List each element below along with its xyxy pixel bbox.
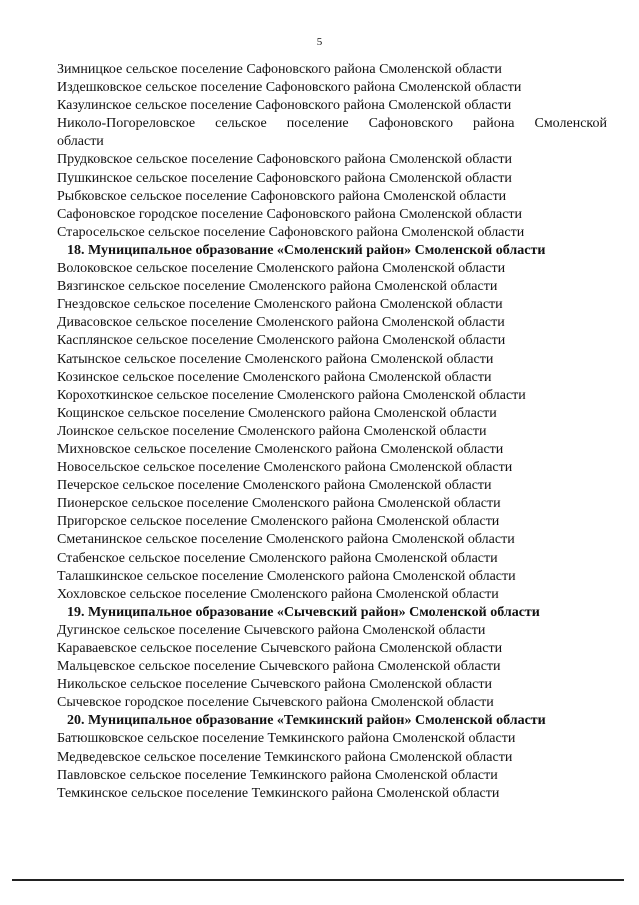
list-item: Старосельское сельское поселение Сафоновского района Смоленской области [57,224,525,240]
section-heading: 20. Муниципальное образование «Темкинский район» Смоленской области [67,713,546,729]
section-heading: 19. Муниципальное образование «Сычевский район» Смоленской области [67,604,540,620]
list-item: Прудковское сельское поселение Сафоновского района Смоленской области [57,152,513,168]
list-item: Сметанинское сельское поселение Смоленского района Смоленской области [57,532,515,548]
scan-edge-line [12,879,624,881]
list-item: Зимницкое сельское поселение Сафоновского района Смоленской области [57,62,502,77]
list-item: Талашкинское сельское поселение Смоленского района Смоленской области [57,568,516,584]
list-item: Стабенское сельское поселение Смоленского района Смоленской области [57,550,498,566]
list-item: Павловское сельское поселение Темкинского района Смоленской области [57,767,498,783]
page-number: 5 [316,36,323,48]
list-item: Катынское сельское поселение Смоленского района Смоленской области [57,351,494,367]
list-item: Казулинское сельское поселение Сафоновского района Смоленской области [57,98,512,114]
list-item-continuation: области [57,134,104,150]
list-item: Рыбковское сельское поселение Сафоновского района Смоленской области [57,188,507,204]
list-item: Вязгинское сельское поселение Смоленского района Смоленской области [57,279,498,295]
list-item: Пригорское сельское поселение Смоленского района Смоленской области [57,514,500,530]
list-item: Издешковское сельское поселение Сафоновского района Смоленской области [57,80,522,96]
list-item: Дивасовское сельское поселение Смоленского района Смоленской области [57,315,505,331]
list-item: Печерское сельское поселение Смоленского района Смоленской области [57,478,492,494]
list-item: Волоковское сельское поселение Смоленского района Смоленской области [57,261,506,277]
list-item: Батюшковское сельское поселение Темкинского района Смоленской области [57,731,516,747]
section-heading: 18. Муниципальное образование «Смоленский район» Смоленской области [67,242,546,258]
list-item: Козинское сельское поселение Смоленского района Смоленской области [57,369,492,385]
list-item: Пушкинское сельское поселение Сафоновского района Смоленской области [57,170,512,186]
list-item: Гнездовское сельское поселение Смоленского района Смоленской области [57,297,503,313]
list-item: Корохоткинское сельское поселение Смоленского района Смоленской области [57,387,526,403]
list-item: Мальцевское сельское поселение Сычевского района Смоленской области [57,659,501,675]
list-item: Лоинское сельское поселение Смоленского района Смоленской области [57,423,487,439]
list-item: Николо-Погореловское сельское поселение Сафоновского района Смоленской [57,116,607,132]
document-body [57,61,607,803]
list-item: Сычевское городское поселение Сычевского района Смоленской области [57,695,494,711]
list-item: Хохловское сельское поселение Смоленского района Смоленской области [57,586,499,602]
list-item: Никольское сельское поселение Сычевского района Смоленской области [57,677,493,693]
list-item: Касплянское сельское поселение Смоленского района Смоленской области [57,333,506,349]
list-item: Пионерское сельское поселение Смоленского района Смоленской области [57,496,501,512]
list-item: Сафоновское городское поселение Сафоновского района Смоленской области [57,206,523,222]
list-item: Медведевское сельское поселение Темкинского района Смоленской области [57,749,513,765]
list-item: Дугинское сельское поселение Сычевского района Смоленской области [57,622,486,638]
list-item: Темкинское сельское поселение Темкинского района Смоленской области [57,785,500,801]
list-item: Михновское сельское поселение Смоленского района Смоленской области [57,441,504,457]
list-item: Новосельское сельское поселение Смоленского района Смоленской области [57,460,513,476]
list-item: Караваевское сельское поселение Сычевского района Смоленской области [57,641,503,656]
list-item: Кощинское сельское поселение Смоленского района Смоленской области [57,405,497,421]
